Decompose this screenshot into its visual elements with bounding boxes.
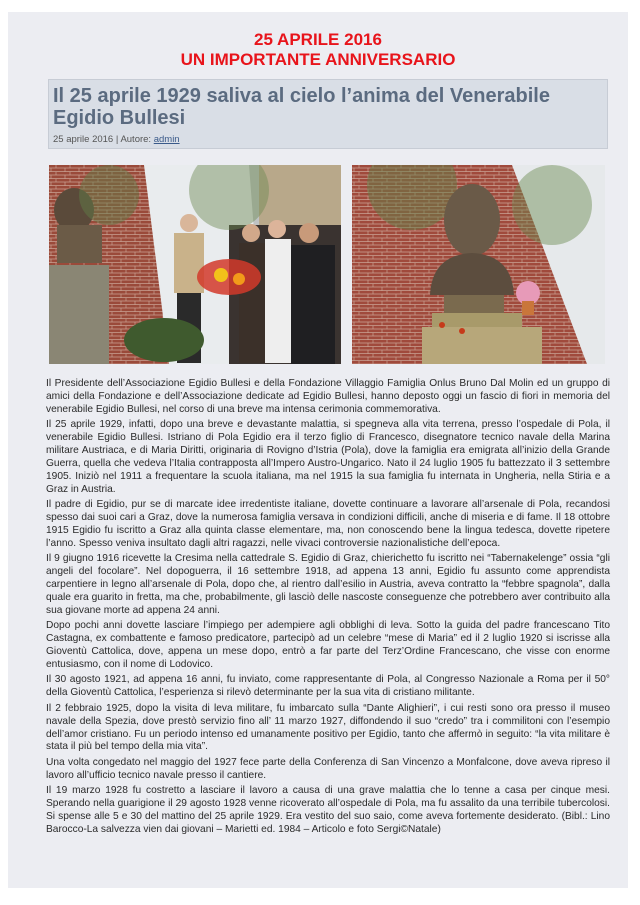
article-body — [46, 378, 610, 839]
article-paragraph: Il Presidente dell’Associazione Egidio Bullesi e della Fondazione Villaggio Famiglia Onlus Bruno Dal Molin ed un gruppo di amici della Fondazione e dell’Associazione dedicate ad Egidio Bullesi, hanno deposto oggi un fascio di fiori in memoria del venerabile Egidio Bullesi, nel corso di una breve ma intensa cerimonia commemorativa. — [46, 378, 610, 415]
article-paragraph: Il 25 aprile 1929, infatti, dopo una breve e devastante malattia, si spegneva alla vita terrena, presso l’ospedale di Pola, il venerabile Egidio Bullesi. Istriano di Pola Egidio era il terzo figlio di Francesco, disegnatore tecnico navale della Marina militare Austriaca, e di Maria Diritti, originaria di Rovigno d’Istria (Pola), dove la famiglia era emigrata all’inizio della Grande Guerra, quella che vedeva l’Italia contrapposta all’Impero Austro-Ungarico. Nato il 24 luglio 1905 fu battezzato il 3 settembre 1905. Iniziò nel 1911 a frequentare la scuola italiana, ma nel 1915 la sua famiglia fu internata in Ungheria, nella Stiria e a Graz in Austria. — [46, 419, 610, 495]
post-header — [48, 79, 608, 149]
page-container — [8, 12, 628, 888]
article-paragraph: Il 19 marzo 1928 fu costretto a lasciare il lavoro a causa di una grave malattia che lo tenne a casa per cinque mesi. Sperando nella guarigione il 29 agosto 1928 venne ricoverato all’ospedale di Pola, ma fu assalito da una terribile tubercolosi. Si spense alle 5 e 30 del mattino del 25 aprile 1929. Era vestito del suo saio, come aveva fortemente desiderato. (Bibl.: Lino Barocco-La salvezza vien dai giovani – Marietti ed. 1984 – Articolo e foto Sergi©Natale) — [46, 785, 610, 835]
ceremony-photo-image — [49, 165, 341, 364]
photo-ceremony — [49, 165, 341, 364]
post-title: Il 25 aprile 1929 saliva al cielo l’anima del Venerabile Egidio Bullesi — [53, 85, 550, 129]
article-paragraph: Una volta congedato nel maggio del 1927 fece parte della Conferenza di San Vincenzo a Monfalcone, dove aveva ripreso il lavoro all’ufficio tecnico navale presso il cantiere. — [46, 756, 610, 781]
bust-photo-image — [352, 165, 605, 364]
article-paragraph: Il 2 febbraio 1925, dopo la visita di leva militare, fu imbarcato sulla “Dante Alighieri”, i cui resti sono ora presso il museo navale della Spezia, dove prestò servizio fino all’ 11 marzo 1927, diffondendo il suo “credo” tra i commilitoni con l’esempio dell’amor cristiano. Fu un periodo intenso ed umanamente positivo per Egidio, tanto che affermò in seguito: “la vita militare è stata il più bel tempo della mia vita”. — [46, 702, 610, 753]
author-link[interactable]: admin — [153, 134, 180, 145]
article-paragraph: Il 30 agosto 1921, ad appena 16 anni, fu inviato, come rappresentante di Pola, al Congresso Nazionale a Roma per il 50° della Gioventù Cattolica, l’esperienza si rilevò determinante per la sua vita di cristiano militante. — [46, 674, 610, 699]
post-meta — [53, 134, 180, 145]
photo-bust — [352, 165, 605, 364]
post-date: 25 aprile 2016 — [53, 134, 114, 145]
article-paragraph: Dopo pochi anni dovette lasciare l’impiego per adempiere agli obblighi di leva. Sotto la guida del padre francescano Tito Castagna, ex combattente e famoso predicatore, partecipò ad un celebre “mese di Maria” ed il 2 luglio 1920 si iscrisse alla Gioventù Cattolica, dove, appena un mese dopo, entrò a far parte del Terz’Ordine Francescano, che visse con enorme entusiasmo, con il nome di Lodovico. — [46, 620, 610, 671]
article-paragraph: Il 9 giugno 1916 ricevette la Cresima nella cattedrale S. Egidio di Graz, chierichetto fu iscritto nei “Tabernakelenge” ossia “gli angeli del focolare”. Nel dopoguerra, il 16 settembre 1918, ad appena 13 anni, Egidio fu assunto come apprendista carpentiere in legno all’arsenale di Pola, dopo che, al rientro dall’esilio in Austria, aveva contratto la “febbre spagnola”, dalla quale era guarito in fretta, ma che, probabilmente, gli lasciò delle nascoste conseguenze che potrebbero aver contribuito alla sua giovane morte ad appena 24 anni. — [46, 553, 610, 616]
article-paragraph: Il padre di Egidio, pur se di marcate idee irredentiste italiane, dovette continuare a lavorare all’arsenale di Pola, recandosi spesso dai suoi cari a Graz, dove la numerosa famiglia versava in condizioni difficili, anche di miseria e di fame. Il 18 ottobre 1915 Egidio fu iscritto a Graz alla quinta classe elementare, ma, non conoscendo bene la lingua tedesca, dovette ripetere l’anno. Spesso veniva insultato dagli altri ragazzi, nelle vivaci controversie nazionalistiche dell’epoca. — [46, 499, 610, 549]
anniversary-banner — [8, 30, 628, 70]
banner-date: 25 APRILE 2016 — [254, 30, 382, 49]
banner-subtitle: UN IMPORTANTE ANNIVERSARIO — [180, 50, 456, 69]
meta-separator: | Autore: — [113, 134, 154, 145]
